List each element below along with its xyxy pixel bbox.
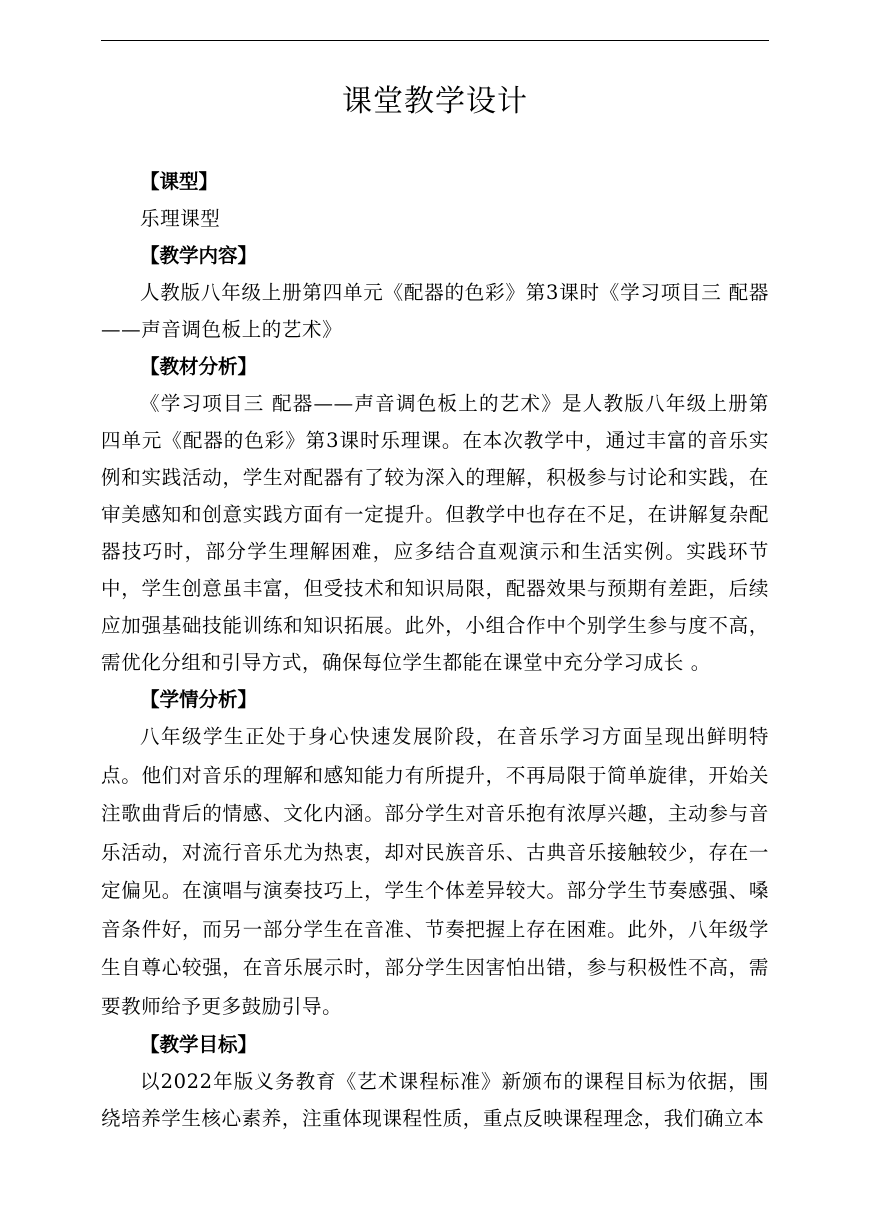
document-body xyxy=(101,163,769,1137)
section-paragraph: 《学习项目三 配器——声音调色板上的艺术》是人教版八年级上册第四单元《配器的色彩》第3课时乐理课。在本次教学中，通过丰富的音乐实例和实践活动，学生对配器有了较为深入的理解，积极参与讨论和实践，在审美感知和创意实践方面有一定提升。但教学中也存在不足，在讲解复杂配器技巧时，部分学生理解困难，应多结合直观演示和生活实例。实践环节中，学生创意虽丰富，但受技术和知识局限，配器效果与预期有差距，后续应加强基础技能训练和知识拓展。此外，小组合作中个别学生参与度不高，需优化分组和引导方式，确保每位学生都能在课堂中充分学习成长 。 xyxy=(101,392,769,674)
section-material-analysis xyxy=(101,348,769,681)
section-heading: 【课型】 xyxy=(140,170,219,193)
section-heading: 【教学内容】 xyxy=(140,244,258,267)
section-heading: 【学情分析】 xyxy=(140,688,258,711)
header-rule xyxy=(101,40,769,41)
section-paragraph: 人教版八年级上册第四单元《配器的色彩》第3课时《学习项目三 配器——声音调色板上的艺术》 xyxy=(101,281,769,341)
section-heading: 【教学目标】 xyxy=(140,1033,258,1056)
page-title: 课堂教学设计 xyxy=(342,84,528,119)
section-paragraph: 以2022年版义务教育《艺术课程标准》新颁布的课程目标为依据，围绕培养学生核心素养，注重体现课程性质，重点反映课程理念，我们确立本 xyxy=(101,1070,769,1130)
section-heading: 【教材分析】 xyxy=(140,355,258,378)
section-paragraph: 八年级学生正处于身心快速发展阶段，在音乐学习方面呈现出鲜明特点。他们对音乐的理解和感知能力有所提升，不再局限于简单旋律，开始关注歌曲背后的情感、文化内涵。部分学生对音乐抱有浓厚兴趣，主动参与音乐活动，对流行音乐尤为热衷，却对民族音乐、古典音乐接触较少，存在一定偏见。在演唱与演奏技巧上，学生个体差异较大。部分学生节奏感强、嗓音条件好，而另一部分学生在音准、节奏把握上存在困难。此外，八年级学生自尊心较强，在音乐展示时，部分学生因害怕出错，参与积极性不高，需要教师给予更多鼓励引导。 xyxy=(101,725,769,1018)
section-teaching-content xyxy=(101,237,769,348)
section-teaching-goals xyxy=(101,1026,769,1137)
section-lesson-type xyxy=(101,163,769,237)
section-paragraph: 乐理课型 xyxy=(140,207,221,230)
section-student-analysis xyxy=(101,681,769,1026)
